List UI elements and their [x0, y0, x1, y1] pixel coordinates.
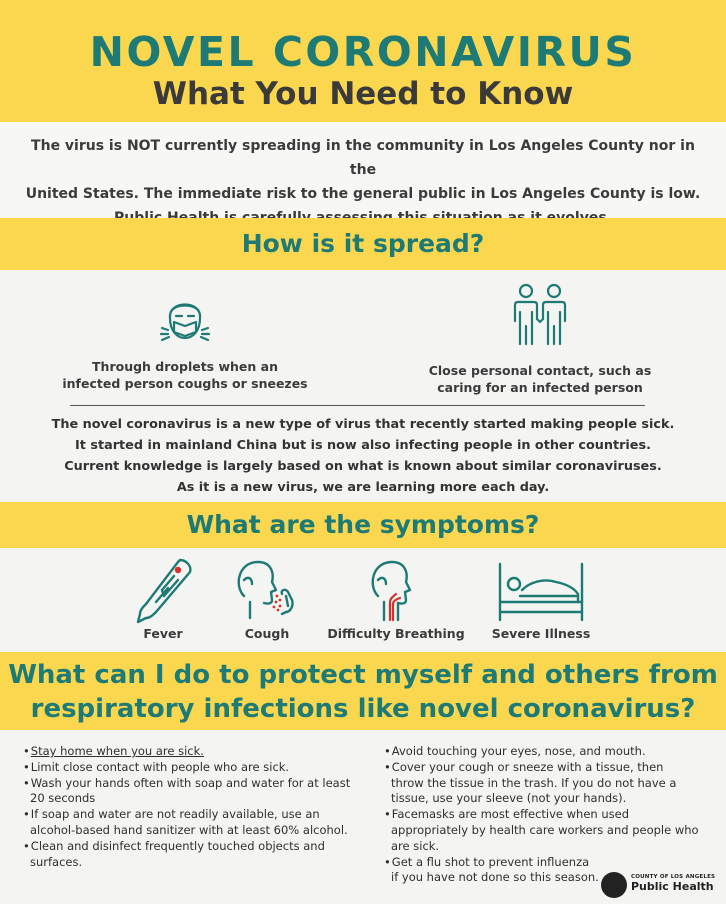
logo-small-text: COUNTY OF LOS ANGELES [631, 874, 716, 880]
list-item: • Wash your hands often with soap and water for at least 20 seconds [22, 776, 358, 808]
spread-paragraph-line: It started in mainland China but is now also infecting people in other countries. [75, 438, 651, 453]
symptom-cough [222, 556, 312, 641]
intro-line: The virus is NOT currently spreading in the community in Los Angeles County nor in the [31, 138, 695, 178]
protect-heading-line: What can I do to protect myself and others from [8, 660, 718, 690]
two-people-holding-hands-icon [509, 282, 571, 346]
breathing-difficulty-icon [366, 556, 426, 624]
spread-caption-line: infected person coughs or sneezes [62, 376, 308, 391]
list-item: • Clean and disinfect frequently touched objects and surfaces. [22, 839, 358, 871]
symptom-label: Fever [143, 626, 183, 641]
spread-item-droplets [60, 288, 310, 392]
spread-caption-line: caring for an infected person [437, 380, 643, 395]
page-subtitle: What You Need to Know [152, 76, 574, 112]
spread-paragraph [20, 414, 706, 498]
list-item: • Facemasks are most effective when used appropriately by health care workers and people who are sick. [383, 807, 699, 854]
symptoms-heading: What are the symptoms? [186, 510, 540, 539]
list-item: • Stay home when you are sick. [22, 744, 358, 760]
intro-line: United States. The immediate risk to the general public in Los Angeles County is low. [25, 186, 701, 202]
symptoms-section [0, 548, 726, 652]
symptom-difficulty-breathing [326, 556, 466, 641]
logo-main-text: Public Health [631, 880, 714, 893]
protect-heading-band [0, 652, 726, 730]
thermometer-icon [126, 556, 200, 624]
coughing-person-icon [156, 288, 214, 346]
symptom-label: Cough [244, 626, 290, 641]
symptom-severe-illness [486, 556, 596, 641]
protect-list-left [22, 744, 358, 870]
list-item: • Avoid touching your eyes, nose, and mouth. [383, 744, 699, 760]
spread-section [0, 270, 726, 502]
spread-caption-line: Close personal contact, such as [428, 363, 652, 378]
county-seal-icon [601, 872, 627, 898]
header-band [0, 0, 726, 122]
symptoms-heading-band [0, 502, 726, 548]
coughing-icon [230, 556, 304, 624]
spread-paragraph-line: As it is a new virus, we are learning more each day. [176, 480, 550, 495]
spread-paragraph-line: Current knowledge is largely based on what is known about similar coronaviruses. [64, 459, 662, 474]
list-item: • If soap and water are not readily available, use an alcohol-based hand sanitizer with at least 60% alcohol. [22, 807, 358, 839]
public-health-logo [601, 870, 719, 900]
protect-heading-line: respiratory infections like novel coronavirus? [30, 694, 696, 724]
intro-section [0, 122, 726, 218]
protect-list-right [383, 744, 699, 886]
spread-heading-band [0, 218, 726, 270]
list-item: • Get a flu shot to prevent influenza if you have not done so this season. [383, 855, 599, 887]
symptom-label: Severe Illness [491, 626, 591, 641]
spread-heading: How is it spread? [241, 229, 485, 258]
divider [70, 405, 645, 406]
spread-paragraph-line: The novel coronavirus is a new type of virus that recently started making people sick. [51, 417, 675, 432]
spread-caption-line: Through droplets when an [92, 359, 278, 374]
sick-bed-icon [494, 556, 588, 624]
list-item: • Limit close contact with people who are sick. [22, 760, 358, 776]
spread-item-contact [415, 282, 665, 396]
symptom-label: Difficulty Breathing [327, 626, 465, 641]
list-item: • Cover your cough or sneeze with a tissue, then throw the tissue in the trash. If you do not have a tissue, use your sleeve (not your hands). [383, 760, 699, 807]
page-title: NOVEL CORONAVIRUS [89, 28, 637, 76]
symptom-fever [118, 556, 208, 641]
